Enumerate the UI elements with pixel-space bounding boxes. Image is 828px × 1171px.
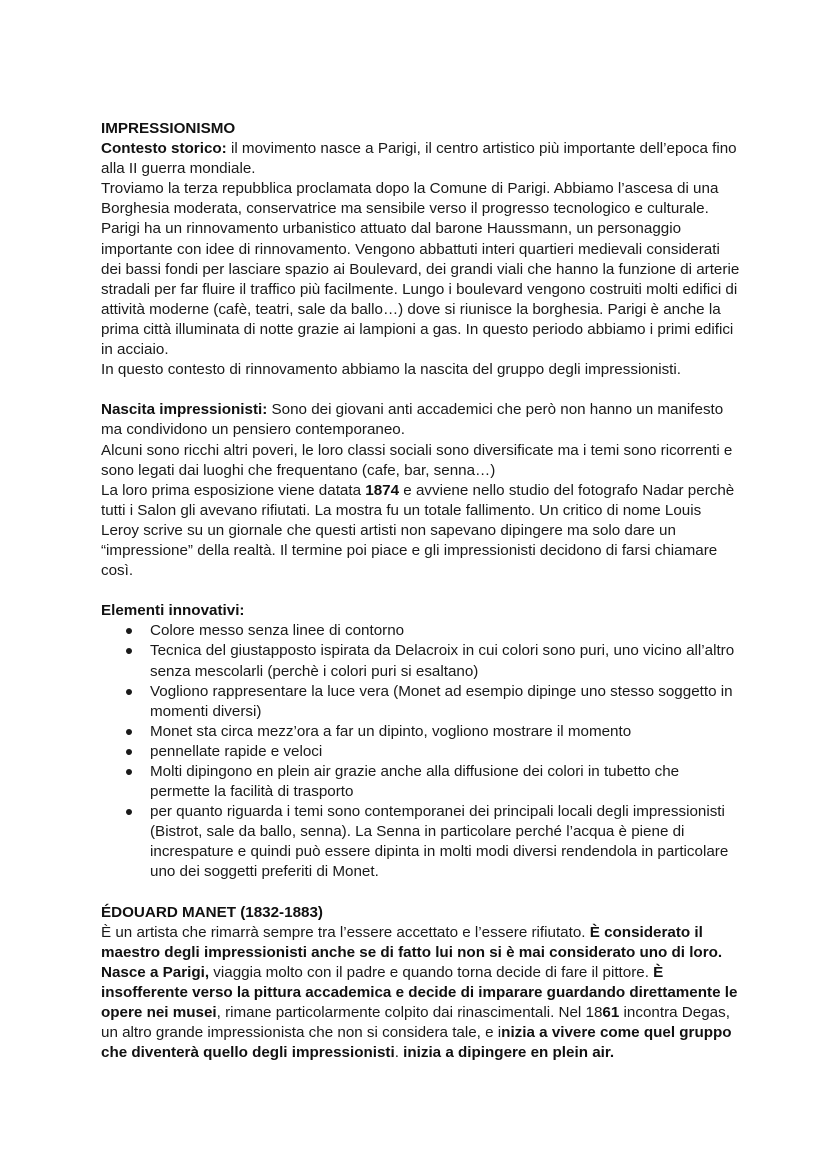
document-page	[101, 119, 741, 1063]
elementi-list	[101, 621, 741, 882]
contesto-label: Contesto storico:	[101, 140, 227, 158]
nascita-paragraph: Nascita impressionisti: Sono dei giovani anti accademici che però non hanno un manifesto ma condividono un pensiero contemporaneo.	[101, 401, 724, 439]
nascita-label: Nascita impressionisti:	[101, 401, 268, 419]
list-item: Monet sta circa mezz’ora a far un dipinto, vogliono mostrare il momento	[101, 722, 741, 742]
exhibition-year: 1874	[365, 481, 400, 499]
list-item: per quanto riguarda i temi sono contemporanei dei principali locali degli impressionisti (Bistrot, sale da ballo, senna). La Senna in particolare perché l’acqua è piene di increspature e quindi può essere dipinta in molti modi diversi rendendola in particolare uno dei soggetti preferiti di Monet.	[101, 802, 741, 882]
nascita-exhibition: La loro prima esposizione viene datata 1874 e avviene nello studio del fotografo Nadar perchè tutti i Salon gli avevano rifiutati. La mostra fu un totale fallimento. Un critico di nome Louis Leroy scrive su un giornale che questi artisti non sapevano dipingere ma solo dare un “impressione” della realtà. Il termine poi piace e gli impressionisti decidono di farsi chiamare così.	[101, 481, 735, 580]
contesto-paragraph: Contesto storico: il movimento nasce a Parigi, il centro artistico più importante dell’epoca fino alla II guerra mondiale.	[101, 140, 737, 178]
manet-paragraph: È un artista che rimarrà sempre tra l’essere accettato e l’essere rifiutato. È considerato il maestro degli impressionisti anche se di fatto lui non si è mai considerato uno di loro. Nasce a Parigi, viaggia molto con il padre e quando torna decide di fare il pittore. È insofferente verso la pittura accademica e decide di imparare guardando direttamente le opere nei musei, rimane particolarmente colpito dai rinascimentali. Nel 1861 incontra Degas, un altro grande impressionista che non si considera tale, e inizia a vivere come quel gruppo che diventerà quello degli impressionisti. inizia a dipingere en plein air.	[101, 923, 738, 1062]
document-title: IMPRESSIONISMO	[101, 120, 236, 137]
contesto-body: Troviamo la terza repubblica proclamata dopo la Comune di Parigi. Abbiamo l’ascesa di una Borghesia moderata, conservatrice ma sensibile verso il progresso tecnologico e culturale. Parigi ha un rinnovamento urbanistico attuato dal barone Haussmann, un personaggio importante con idee di rinnovamento. Vengono abbattuti interi quartieri medievali considerati dei bassi fondi per lasciare spazio ai Boulevard, dei grandi viali che hanno la funzione di arterie stradali per far fluire il traffico più facilmente. Lungo i boulevard vengono costruiti molti edifici di attività moderne (cafè, teatri, sale da ballo…) dove si riunisce la borghesia. Parigi è anche la prima città illuminata di notte grazie ai lampioni a gas. In questo periodo abbiamo i primi edifici in acciaio.	[101, 180, 740, 359]
elementi-label: Elementi innovativi:	[101, 602, 245, 620]
manet-title: ÉDOUARD MANET (1832-1883)	[101, 903, 323, 921]
list-item: Colore messo senza linee di contorno	[101, 621, 741, 641]
list-item: pennellate rapide e veloci	[101, 742, 741, 762]
contesto-conclusion: In questo contesto di rinnovamento abbiamo la nascita del gruppo degli impressionisti.	[101, 361, 681, 379]
nascita-classes: Alcuni sono ricchi altri poveri, le loro classi sociali sono diversificate ma i temi sono ricorrenti e sono legati dai luoghi che frequentano (cafe, bar, senna…)	[101, 441, 733, 479]
list-item: Molti dipingono en plein air grazie anche alla diffusione dei colori in tubetto che permette la facilità di trasporto	[101, 762, 741, 802]
list-item: Tecnica del giustapposto ispirata da Delacroix in cui colori sono puri, uno vicino all’altro senza mescolarli (perchè i colori puri si esaltano)	[101, 641, 741, 681]
list-item: Vogliono rappresentare la luce vera (Monet ad esempio dipinge uno stesso soggetto in momenti diversi)	[101, 682, 741, 722]
